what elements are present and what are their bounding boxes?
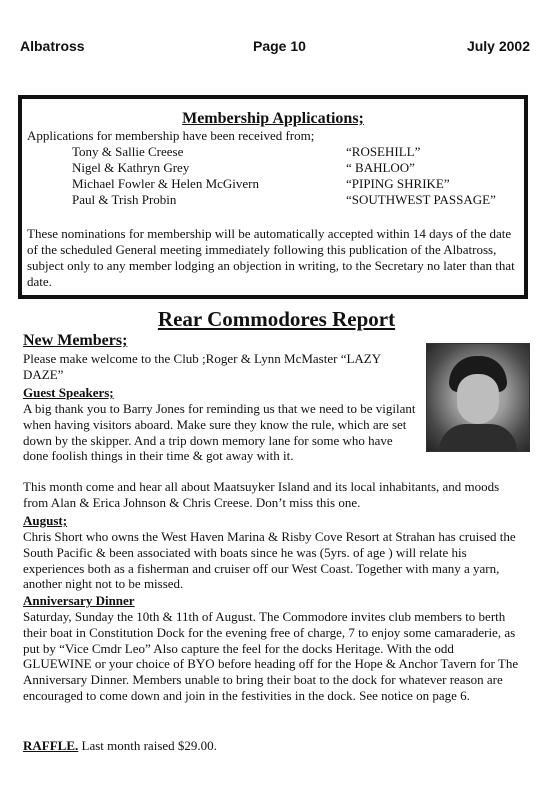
rear-commodore-photo: [426, 343, 530, 452]
membership-title: Membership Applications;: [182, 110, 364, 127]
issue-date: July 2002: [466, 38, 530, 54]
guest-speakers-heading: Guest Speakers;: [23, 385, 114, 400]
applicant-row: [22, 144, 522, 160]
membership-applications-box: [18, 95, 528, 299]
guest-speakers-text: A big thank you to Barry Jones for reminding us that we need to be vigilant when having visitors aboard. Make sure they know the rule, which are set down by the skipper. And a trip down memory lane for some who have done foolish things in their time & got away with it.: [23, 401, 416, 464]
applicant-boat: “PIPING SHRIKE”: [346, 176, 450, 191]
applicant-boat: “SOUTHWEST PASSAGE”: [346, 192, 496, 207]
applicant-boat: “ BAHLOO”: [346, 160, 415, 175]
new-members-heading: New Members;: [23, 332, 128, 349]
applicant-boat: “ROSEHILL”: [346, 144, 421, 159]
anniversary-dinner-heading: Anniversary Dinner: [23, 593, 135, 608]
photo-face: [457, 374, 499, 424]
applicant-names: Paul & Trish Probin: [72, 192, 177, 207]
anniversary-dinner-text: Saturday, Sunday the 10th & 11th of August. The Commodore invites club members to berth their boat in Constitution Dock for the evening free of charge, 7 to enjoy some camaraderie, as put by “Vice Cmdr Leo” Also capture the feel for the docks Heritage. With the odd GLUEWINE or your choice of BYO before heading off for the Hope & Anchor Tavern for The Anniversary Dinner. Members unable to bring their boat to the dock for whatever reason are encouraged to come down and join in the festivities in the dock. See notice on page 6.: [23, 609, 519, 703]
newsletter-name: Albatross: [20, 38, 85, 54]
august-heading: August;: [23, 513, 68, 528]
new-members-text: Please make welcome to the Club ;Roger & Lynn McMaster “LAZY DAZE”: [23, 351, 381, 382]
month-text: This month come and hear all about Maatsuyker Island and its local inhabitants, and moods from Alan & Erica Johnson & Chris Creese. Don’t miss this one.: [23, 479, 500, 510]
applicant-row: [22, 176, 522, 192]
august-text: Chris Short who owns the West Haven Marina & Risby Cove Resort at Strahan has cruised the South Pacific & been associated with boats since he was (5yrs. of age ) will relate his experiences both as a fisherman and cruiser off our West Coast. Together with many a yarn, another night not to be missed.: [23, 529, 516, 592]
page-header: [20, 38, 533, 58]
raffle-text: Last month raised $29.00.: [78, 738, 217, 753]
applicant-row: [22, 160, 522, 176]
photo-shoulders: [439, 424, 517, 451]
applicant-names: Nigel & Kathryn Grey: [72, 160, 190, 175]
applicant-names: Michael Fowler & Helen McGivern: [72, 176, 260, 191]
page-number: Page 10: [253, 38, 306, 54]
membership-note: These nominations for membership will be automatically accepted within 14 days of the date of the scheduled General meeting immediately following this publication of the Albatross, subject only to any member lodging an objection in writing, to the Secretary no later than that date.: [27, 226, 515, 289]
membership-intro: Applications for membership have been received from;: [27, 128, 315, 143]
raffle-label: RAFFLE.: [23, 738, 79, 753]
raffle-line: [23, 738, 217, 754]
applicant-row: [22, 192, 522, 208]
applicant-names: Tony & Sallie Creese: [72, 144, 184, 159]
report-title: Rear Commodores Report: [157, 307, 396, 331]
